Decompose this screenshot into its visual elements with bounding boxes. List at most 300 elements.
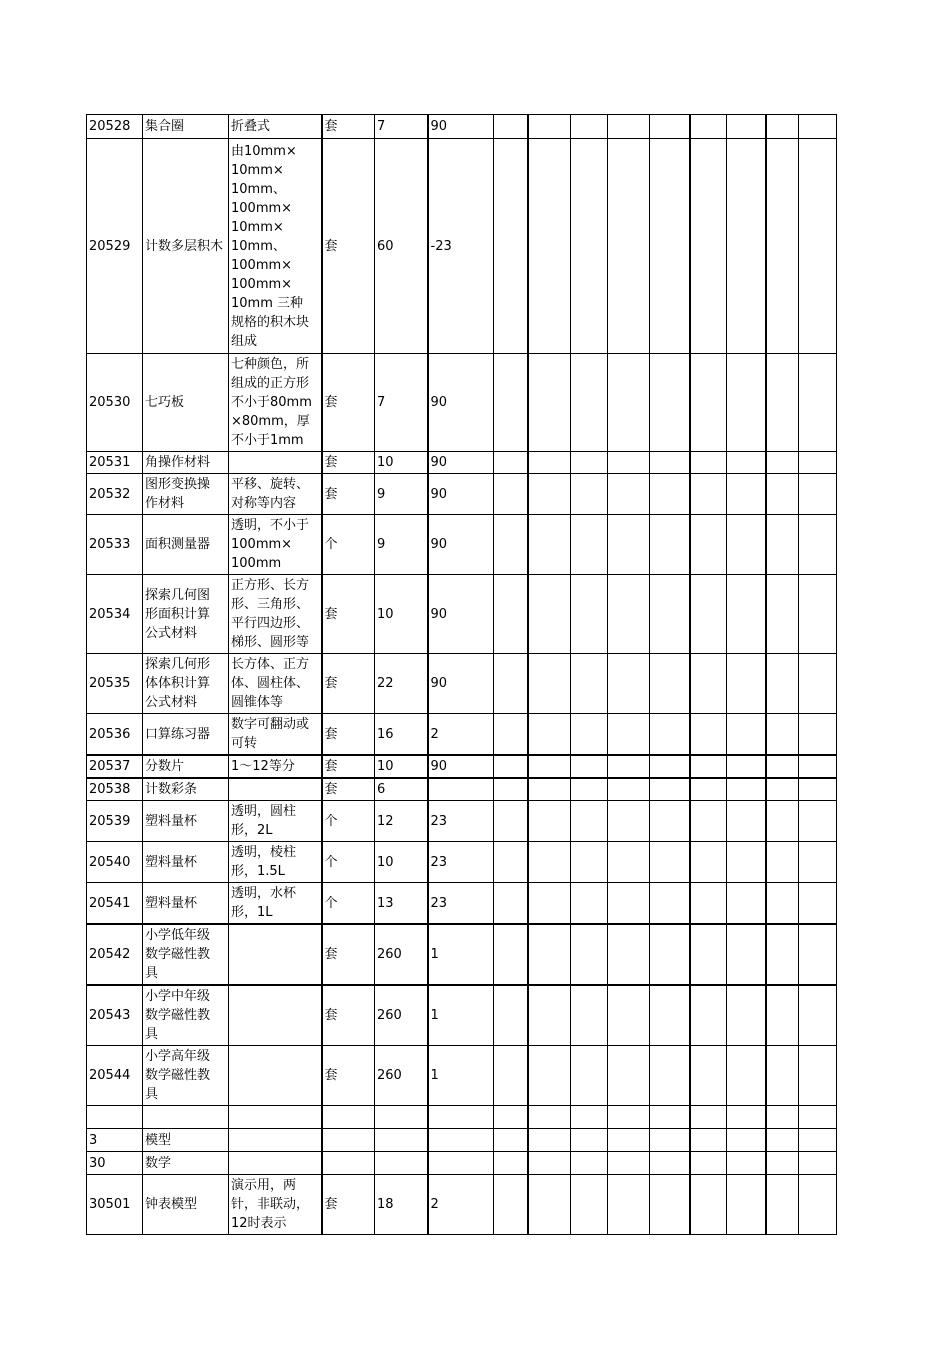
item-name-cell[interactable]: 口算练习器 — [143, 714, 229, 756]
item-qty-cell[interactable]: 16 — [375, 714, 428, 756]
empty-cell[interactable] — [727, 575, 766, 654]
item-value-cell[interactable] — [428, 1106, 494, 1129]
empty-cell[interactable] — [690, 883, 727, 925]
empty-cell[interactable] — [727, 883, 766, 925]
empty-cell[interactable] — [650, 842, 690, 883]
empty-cell[interactable] — [690, 985, 727, 1046]
empty-cell[interactable] — [608, 575, 650, 654]
item-name-cell[interactable]: 计数彩条 — [143, 778, 229, 801]
empty-cell[interactable] — [571, 115, 608, 139]
empty-cell[interactable] — [528, 1152, 571, 1175]
empty-cell[interactable] — [528, 801, 571, 842]
empty-cell[interactable] — [494, 1046, 528, 1106]
empty-cell[interactable] — [528, 354, 571, 452]
empty-cell[interactable] — [571, 452, 608, 474]
item-unit-cell[interactable] — [322, 1106, 375, 1129]
empty-cell[interactable] — [690, 714, 727, 756]
item-spec-cell[interactable] — [229, 985, 322, 1046]
item-qty-cell[interactable] — [375, 1152, 428, 1175]
item-value-cell[interactable]: 90 — [428, 354, 494, 452]
item-spec-cell[interactable]: 长方体、正方 体、圆柱体、 圆锥体等 — [229, 654, 322, 714]
empty-cell[interactable] — [608, 842, 650, 883]
empty-cell[interactable] — [608, 1046, 650, 1106]
empty-cell[interactable] — [690, 139, 727, 354]
item-qty-cell[interactable]: 6 — [375, 778, 428, 801]
empty-cell[interactable] — [650, 139, 690, 354]
empty-cell[interactable] — [608, 354, 650, 452]
empty-cell[interactable] — [494, 842, 528, 883]
empty-cell[interactable] — [571, 755, 608, 778]
empty-cell[interactable] — [766, 1046, 799, 1106]
item-spec-cell[interactable]: 1～12等分 — [229, 755, 322, 778]
item-name-cell[interactable]: 集合圈 — [143, 115, 229, 139]
item-name-cell[interactable]: 分数片 — [143, 755, 229, 778]
item-unit-cell[interactable]: 套 — [322, 115, 375, 139]
empty-cell[interactable] — [690, 778, 727, 801]
item-qty-cell[interactable]: 12 — [375, 801, 428, 842]
empty-cell[interactable] — [727, 139, 766, 354]
item-code-cell[interactable]: 20528 — [87, 115, 143, 139]
empty-cell[interactable] — [571, 1152, 608, 1175]
empty-cell[interactable] — [766, 778, 799, 801]
item-code-cell[interactable]: 30 — [87, 1152, 143, 1175]
item-spec-cell[interactable]: 正方形、长方 形、三角形、 平行四边形、 梯形、圆形等 — [229, 575, 322, 654]
item-qty-cell[interactable]: 260 — [375, 1046, 428, 1106]
empty-cell[interactable] — [571, 1106, 608, 1129]
empty-cell[interactable] — [799, 139, 837, 354]
empty-cell[interactable] — [690, 755, 727, 778]
empty-cell[interactable] — [727, 924, 766, 985]
empty-cell[interactable] — [766, 1152, 799, 1175]
item-unit-cell[interactable]: 个 — [322, 842, 375, 883]
item-qty-cell[interactable]: 9 — [375, 474, 428, 515]
empty-cell[interactable] — [494, 883, 528, 925]
item-qty-cell[interactable]: 7 — [375, 115, 428, 139]
item-code-cell[interactable]: 20543 — [87, 985, 143, 1046]
item-unit-cell[interactable]: 套 — [322, 139, 375, 354]
item-spec-cell[interactable] — [229, 1129, 322, 1152]
item-qty-cell[interactable]: 10 — [375, 842, 428, 883]
empty-cell[interactable] — [650, 755, 690, 778]
empty-cell[interactable] — [690, 924, 727, 985]
item-name-cell[interactable]: 数学 — [143, 1152, 229, 1175]
empty-cell[interactable] — [690, 1106, 727, 1129]
empty-cell[interactable] — [727, 515, 766, 575]
item-code-cell[interactable]: 20542 — [87, 924, 143, 985]
empty-cell[interactable] — [608, 115, 650, 139]
empty-cell[interactable] — [690, 1046, 727, 1106]
item-qty-cell[interactable]: 260 — [375, 985, 428, 1046]
item-code-cell[interactable]: 20532 — [87, 474, 143, 515]
item-value-cell[interactable]: 23 — [428, 883, 494, 925]
item-spec-cell[interactable]: 折叠式 — [229, 115, 322, 139]
empty-cell[interactable] — [571, 842, 608, 883]
item-code-cell[interactable]: 20535 — [87, 654, 143, 714]
empty-cell[interactable] — [727, 452, 766, 474]
item-code-cell[interactable]: 20531 — [87, 452, 143, 474]
empty-cell[interactable] — [799, 1046, 837, 1106]
empty-cell[interactable] — [766, 714, 799, 756]
empty-cell[interactable] — [727, 654, 766, 714]
item-value-cell[interactable] — [428, 1152, 494, 1175]
empty-cell[interactable] — [494, 575, 528, 654]
empty-cell[interactable] — [799, 515, 837, 575]
empty-cell[interactable] — [608, 1129, 650, 1152]
item-code-cell[interactable]: 20541 — [87, 883, 143, 925]
item-unit-cell[interactable]: 套 — [322, 474, 375, 515]
empty-cell[interactable] — [571, 1175, 608, 1235]
item-unit-cell[interactable]: 套 — [322, 924, 375, 985]
empty-cell[interactable] — [766, 515, 799, 575]
item-qty-cell[interactable]: 10 — [375, 755, 428, 778]
empty-cell[interactable] — [528, 515, 571, 575]
item-spec-cell[interactable]: 演示用，两 针，非联动， 12时表示 — [229, 1175, 322, 1235]
item-code-cell[interactable]: 20530 — [87, 354, 143, 452]
empty-cell[interactable] — [799, 354, 837, 452]
item-name-cell[interactable]: 探索几何图 形面积计算 公式材料 — [143, 575, 229, 654]
empty-cell[interactable] — [528, 842, 571, 883]
empty-cell[interactable] — [494, 139, 528, 354]
empty-cell[interactable] — [690, 452, 727, 474]
empty-cell[interactable] — [650, 515, 690, 575]
item-code-cell[interactable]: 20536 — [87, 714, 143, 756]
item-qty-cell[interactable]: 13 — [375, 883, 428, 925]
empty-cell[interactable] — [494, 354, 528, 452]
item-spec-cell[interactable]: 透明，圆柱 形，2L — [229, 801, 322, 842]
empty-cell[interactable] — [690, 1175, 727, 1235]
empty-cell[interactable] — [571, 654, 608, 714]
empty-cell[interactable] — [608, 654, 650, 714]
empty-cell[interactable] — [571, 515, 608, 575]
empty-cell[interactable] — [799, 1106, 837, 1129]
empty-cell[interactable] — [528, 1106, 571, 1129]
empty-cell[interactable] — [799, 474, 837, 515]
empty-cell[interactable] — [727, 1106, 766, 1129]
item-unit-cell[interactable]: 个 — [322, 801, 375, 842]
empty-cell[interactable] — [608, 778, 650, 801]
empty-cell[interactable] — [650, 575, 690, 654]
item-unit-cell[interactable]: 套 — [322, 452, 375, 474]
empty-cell[interactable] — [766, 985, 799, 1046]
item-code-cell[interactable]: 20537 — [87, 755, 143, 778]
empty-cell[interactable] — [608, 714, 650, 756]
empty-cell[interactable] — [571, 883, 608, 925]
empty-cell[interactable] — [799, 714, 837, 756]
empty-cell[interactable] — [528, 755, 571, 778]
empty-cell[interactable] — [608, 1106, 650, 1129]
item-name-cell[interactable]: 图形变换操 作材料 — [143, 474, 229, 515]
empty-cell[interactable] — [727, 1175, 766, 1235]
item-name-cell[interactable]: 小学中年级 数学磁性教 具 — [143, 985, 229, 1046]
empty-cell[interactable] — [528, 924, 571, 985]
item-unit-cell[interactable]: 套 — [322, 1046, 375, 1106]
empty-cell[interactable] — [528, 1175, 571, 1235]
empty-cell[interactable] — [727, 778, 766, 801]
item-value-cell[interactable]: 1 — [428, 1046, 494, 1106]
empty-cell[interactable] — [650, 474, 690, 515]
empty-cell[interactable] — [650, 924, 690, 985]
item-value-cell[interactable]: 90 — [428, 755, 494, 778]
empty-cell[interactable] — [799, 755, 837, 778]
item-value-cell[interactable]: 90 — [428, 115, 494, 139]
empty-cell[interactable] — [766, 452, 799, 474]
item-unit-cell[interactable]: 套 — [322, 985, 375, 1046]
empty-cell[interactable] — [650, 985, 690, 1046]
empty-cell[interactable] — [766, 883, 799, 925]
empty-cell[interactable] — [571, 575, 608, 654]
empty-cell[interactable] — [494, 1106, 528, 1129]
item-unit-cell[interactable]: 套 — [322, 778, 375, 801]
empty-cell[interactable] — [799, 778, 837, 801]
item-spec-cell[interactable] — [229, 924, 322, 985]
empty-cell[interactable] — [494, 1129, 528, 1152]
item-spec-cell[interactable]: 七种颜色，所 组成的正方形 不小于80mm ×80mm，厚 不小于1mm — [229, 354, 322, 452]
item-value-cell[interactable]: 2 — [428, 1175, 494, 1235]
item-qty-cell[interactable]: 22 — [375, 654, 428, 714]
item-value-cell[interactable]: 90 — [428, 515, 494, 575]
empty-cell[interactable] — [571, 139, 608, 354]
empty-cell[interactable] — [650, 115, 690, 139]
empty-cell[interactable] — [494, 115, 528, 139]
empty-cell[interactable] — [494, 985, 528, 1046]
empty-cell[interactable] — [650, 883, 690, 925]
empty-cell[interactable] — [766, 1175, 799, 1235]
item-value-cell[interactable]: 90 — [428, 474, 494, 515]
empty-cell[interactable] — [528, 575, 571, 654]
empty-cell[interactable] — [650, 778, 690, 801]
item-qty-cell[interactable]: 7 — [375, 354, 428, 452]
item-spec-cell[interactable] — [229, 452, 322, 474]
empty-cell[interactable] — [766, 654, 799, 714]
empty-cell[interactable] — [690, 1129, 727, 1152]
empty-cell[interactable] — [727, 354, 766, 452]
empty-cell[interactable] — [494, 924, 528, 985]
empty-cell[interactable] — [608, 1152, 650, 1175]
item-name-cell[interactable]: 面积测量器 — [143, 515, 229, 575]
item-value-cell[interactable]: 23 — [428, 801, 494, 842]
empty-cell[interactable] — [727, 755, 766, 778]
empty-cell[interactable] — [494, 1152, 528, 1175]
empty-cell[interactable] — [571, 474, 608, 515]
empty-cell[interactable] — [650, 1152, 690, 1175]
empty-cell[interactable] — [690, 1152, 727, 1175]
empty-cell[interactable] — [766, 801, 799, 842]
empty-cell[interactable] — [766, 139, 799, 354]
item-qty-cell[interactable]: 260 — [375, 924, 428, 985]
empty-cell[interactable] — [727, 1152, 766, 1175]
item-unit-cell[interactable]: 个 — [322, 515, 375, 575]
item-value-cell[interactable]: 2 — [428, 714, 494, 756]
empty-cell[interactable] — [571, 778, 608, 801]
empty-cell[interactable] — [608, 474, 650, 515]
empty-cell[interactable] — [799, 654, 837, 714]
item-spec-cell[interactable] — [229, 1106, 322, 1129]
empty-cell[interactable] — [799, 924, 837, 985]
item-value-cell[interactable]: 1 — [428, 924, 494, 985]
empty-cell[interactable] — [571, 1129, 608, 1152]
empty-cell[interactable] — [650, 354, 690, 452]
empty-cell[interactable] — [528, 139, 571, 354]
empty-cell[interactable] — [690, 354, 727, 452]
item-spec-cell[interactable]: 由10mm× 10mm× 10mm、 100mm× 10mm× 10mm、 100mm× 100mm× 10mm 三种 规格的积木块 组成 — [229, 139, 322, 354]
empty-cell[interactable] — [494, 515, 528, 575]
empty-cell[interactable] — [766, 842, 799, 883]
item-code-cell[interactable] — [87, 1106, 143, 1129]
empty-cell[interactable] — [799, 801, 837, 842]
empty-cell[interactable] — [727, 474, 766, 515]
empty-cell[interactable] — [727, 115, 766, 139]
empty-cell[interactable] — [799, 985, 837, 1046]
empty-cell[interactable] — [727, 842, 766, 883]
empty-cell[interactable] — [650, 801, 690, 842]
item-qty-cell[interactable] — [375, 1106, 428, 1129]
item-unit-cell[interactable]: 个 — [322, 883, 375, 925]
item-unit-cell[interactable] — [322, 1152, 375, 1175]
empty-cell[interactable] — [494, 801, 528, 842]
empty-cell[interactable] — [528, 115, 571, 139]
empty-cell[interactable] — [690, 801, 727, 842]
empty-cell[interactable] — [528, 452, 571, 474]
empty-cell[interactable] — [571, 714, 608, 756]
empty-cell[interactable] — [727, 1129, 766, 1152]
item-spec-cell[interactable] — [229, 778, 322, 801]
empty-cell[interactable] — [528, 778, 571, 801]
empty-cell[interactable] — [766, 755, 799, 778]
item-value-cell[interactable]: 23 — [428, 842, 494, 883]
empty-cell[interactable] — [799, 115, 837, 139]
item-name-cell[interactable]: 角操作材料 — [143, 452, 229, 474]
empty-cell[interactable] — [766, 1129, 799, 1152]
empty-cell[interactable] — [608, 985, 650, 1046]
item-spec-cell[interactable]: 透明，水杯 形，1L — [229, 883, 322, 925]
empty-cell[interactable] — [608, 755, 650, 778]
empty-cell[interactable] — [650, 1129, 690, 1152]
empty-cell[interactable] — [608, 924, 650, 985]
item-value-cell[interactable]: 1 — [428, 985, 494, 1046]
empty-cell[interactable] — [650, 714, 690, 756]
empty-cell[interactable] — [690, 115, 727, 139]
item-unit-cell[interactable] — [322, 1129, 375, 1152]
empty-cell[interactable] — [690, 515, 727, 575]
item-unit-cell[interactable]: 套 — [322, 354, 375, 452]
item-spec-cell[interactable]: 平移、旋转、 对称等内容 — [229, 474, 322, 515]
item-qty-cell[interactable] — [375, 1129, 428, 1152]
empty-cell[interactable] — [528, 474, 571, 515]
item-qty-cell[interactable]: 10 — [375, 575, 428, 654]
empty-cell[interactable] — [571, 801, 608, 842]
empty-cell[interactable] — [766, 575, 799, 654]
item-qty-cell[interactable]: 18 — [375, 1175, 428, 1235]
item-value-cell[interactable]: 90 — [428, 452, 494, 474]
item-name-cell[interactable]: 塑料量杯 — [143, 801, 229, 842]
item-code-cell[interactable]: 20540 — [87, 842, 143, 883]
empty-cell[interactable] — [571, 985, 608, 1046]
empty-cell[interactable] — [494, 778, 528, 801]
item-qty-cell[interactable]: 10 — [375, 452, 428, 474]
item-spec-cell[interactable]: 数字可翻动或 可转 — [229, 714, 322, 756]
item-value-cell[interactable] — [428, 778, 494, 801]
item-code-cell[interactable]: 20534 — [87, 575, 143, 654]
empty-cell[interactable] — [766, 924, 799, 985]
empty-cell[interactable] — [690, 474, 727, 515]
item-code-cell[interactable]: 30501 — [87, 1175, 143, 1235]
empty-cell[interactable] — [528, 1129, 571, 1152]
empty-cell[interactable] — [608, 1175, 650, 1235]
item-value-cell[interactable]: 90 — [428, 654, 494, 714]
item-name-cell[interactable]: 小学高年级 数学磁性教 具 — [143, 1046, 229, 1106]
empty-cell[interactable] — [766, 115, 799, 139]
empty-cell[interactable] — [650, 654, 690, 714]
empty-cell[interactable] — [766, 354, 799, 452]
item-spec-cell[interactable]: 透明，不小于 100mm× 100mm — [229, 515, 322, 575]
empty-cell[interactable] — [690, 842, 727, 883]
item-code-cell[interactable]: 20533 — [87, 515, 143, 575]
empty-cell[interactable] — [650, 1106, 690, 1129]
item-code-cell[interactable]: 20529 — [87, 139, 143, 354]
item-name-cell[interactable]: 模型 — [143, 1129, 229, 1152]
item-code-cell[interactable]: 20539 — [87, 801, 143, 842]
empty-cell[interactable] — [494, 1175, 528, 1235]
item-spec-cell[interactable] — [229, 1046, 322, 1106]
item-name-cell[interactable]: 探索几何形 体体积计算 公式材料 — [143, 654, 229, 714]
item-unit-cell[interactable]: 套 — [322, 714, 375, 756]
item-unit-cell[interactable]: 套 — [322, 755, 375, 778]
item-name-cell[interactable]: 塑料量杯 — [143, 842, 229, 883]
item-code-cell[interactable]: 20538 — [87, 778, 143, 801]
empty-cell[interactable] — [608, 883, 650, 925]
empty-cell[interactable] — [494, 654, 528, 714]
empty-cell[interactable] — [799, 575, 837, 654]
empty-cell[interactable] — [608, 139, 650, 354]
item-name-cell[interactable]: 小学低年级 数学磁性教 具 — [143, 924, 229, 985]
empty-cell[interactable] — [571, 1046, 608, 1106]
empty-cell[interactable] — [727, 801, 766, 842]
empty-cell[interactable] — [650, 1046, 690, 1106]
item-code-cell[interactable]: 3 — [87, 1129, 143, 1152]
empty-cell[interactable] — [799, 1152, 837, 1175]
item-unit-cell[interactable]: 套 — [322, 654, 375, 714]
item-qty-cell[interactable]: 9 — [375, 515, 428, 575]
empty-cell[interactable] — [528, 714, 571, 756]
item-value-cell[interactable]: -23 — [428, 139, 494, 354]
item-code-cell[interactable]: 20544 — [87, 1046, 143, 1106]
empty-cell[interactable] — [727, 985, 766, 1046]
item-name-cell[interactable]: 计数多层积木 — [143, 139, 229, 354]
empty-cell[interactable] — [528, 1046, 571, 1106]
empty-cell[interactable] — [494, 474, 528, 515]
empty-cell[interactable] — [690, 575, 727, 654]
empty-cell[interactable] — [608, 801, 650, 842]
item-value-cell[interactable]: 90 — [428, 575, 494, 654]
empty-cell[interactable] — [766, 1106, 799, 1129]
empty-cell[interactable] — [799, 452, 837, 474]
item-name-cell[interactable]: 钟表模型 — [143, 1175, 229, 1235]
empty-cell[interactable] — [528, 654, 571, 714]
item-spec-cell[interactable]: 透明，棱柱 形，1.5L — [229, 842, 322, 883]
item-name-cell[interactable] — [143, 1106, 229, 1129]
item-name-cell[interactable]: 塑料量杯 — [143, 883, 229, 925]
empty-cell[interactable] — [608, 515, 650, 575]
empty-cell[interactable] — [766, 474, 799, 515]
empty-cell[interactable] — [494, 452, 528, 474]
item-name-cell[interactable]: 七巧板 — [143, 354, 229, 452]
empty-cell[interactable] — [571, 354, 608, 452]
item-qty-cell[interactable]: 60 — [375, 139, 428, 354]
item-spec-cell[interactable] — [229, 1152, 322, 1175]
empty-cell[interactable] — [799, 1175, 837, 1235]
empty-cell[interactable] — [799, 1129, 837, 1152]
empty-cell[interactable] — [727, 714, 766, 756]
